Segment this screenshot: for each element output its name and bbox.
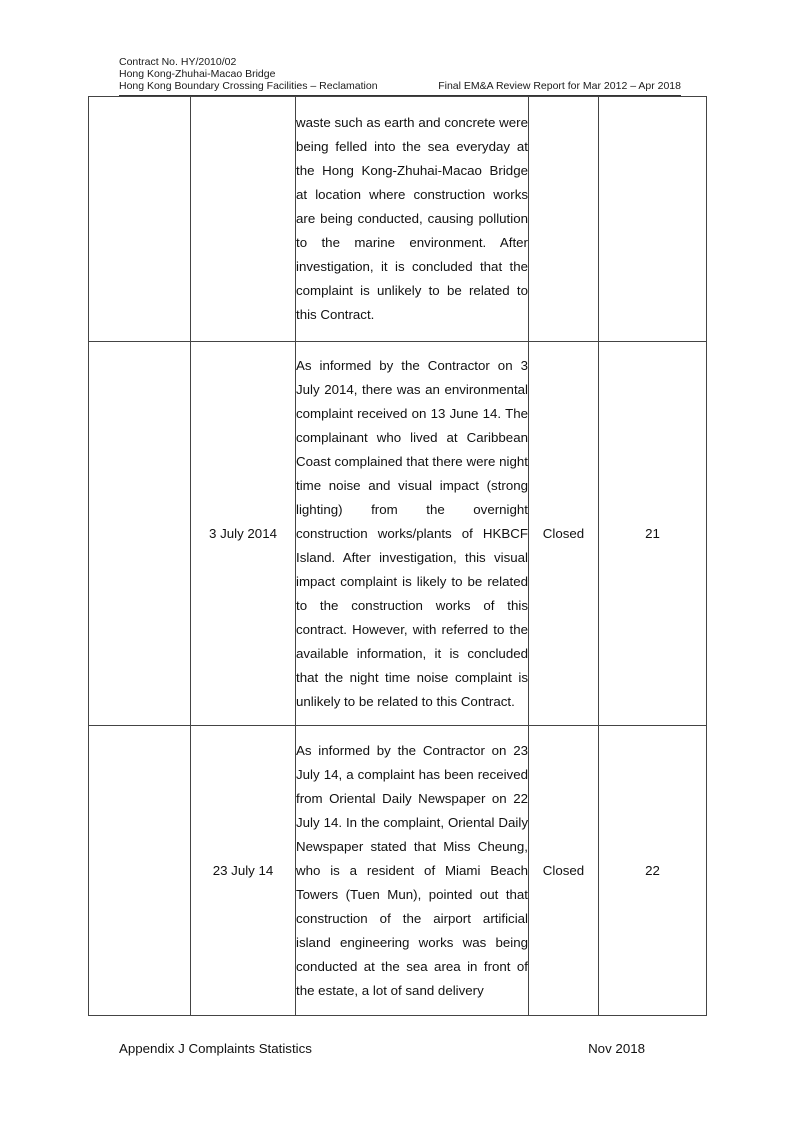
complaint-number-cell [89, 342, 191, 726]
facility-name: Hong Kong Boundary Crossing Facilities – Reclamation [119, 80, 378, 92]
table-row [89, 726, 707, 1016]
page-header [119, 56, 681, 92]
complaint-description-text: As informed by the Contractor on 23 July 14, a complaint has been received from Oriental Daily Newspaper on 22 July 14. In the complaint, Oriental Daily Newspaper stated that Miss Cheung, who is a resident of Miami Beach Towers (Tuen Mun), pointed out that construction of the airport artificial island engineering works was being conducted at the sea area in front of the estate, a lot of sand delivery [296, 742, 528, 998]
complaint-description-cell [296, 97, 529, 342]
appendix-title: Appendix J Complaints Statistics [119, 1041, 312, 1056]
complaint-number-cell [89, 97, 191, 342]
complaints-table [88, 96, 707, 1016]
complaint-ref-cell: 22 [599, 726, 707, 1016]
complaint-description-text: As informed by the Contractor on 3 July 2014, there was an environmental complaint received on 13 June 14. The complainant who lived at Caribbean Coast complained that there were night time noise and visual impact (strong lighting) from the overnight construction works/plants of HKBCF Island. After investigation, this visual impact complaint is likely to be related to the construction works of this contract. However, with referred to the available information, it is concluded that the night time noise complaint is unlikely to be related to this Contract. [296, 357, 528, 709]
project-name: Hong Kong-Zhuhai-Macao Bridge [119, 68, 276, 80]
report-title: Final EM&A Review Report for Mar 2012 – Apr 2018 [438, 80, 681, 92]
complaint-description-text: waste such as earth and concrete were being felled into the sea everyday at the Hong Kong-Zhuhai-Macao Bridge at location where construction works are being conducted, causing pollution to the marine environment. After investigation, it is concluded that the complaint is unlikely to be related to this Contract. [296, 115, 528, 322]
complaint-status-cell: Closed [529, 726, 599, 1016]
complaint-description-cell [296, 342, 529, 726]
table-row [89, 97, 707, 342]
contract-number: Contract No. HY/2010/02 [119, 56, 237, 68]
complaint-description-cell [296, 726, 529, 1016]
complaint-number-cell [89, 726, 191, 1016]
table-row [89, 342, 707, 726]
complaint-date-cell: 23 July 14 [191, 726, 296, 1016]
complaint-date-cell [191, 97, 296, 342]
header-row [119, 80, 681, 92]
complaint-status-cell: Closed [529, 342, 599, 726]
complaint-ref-cell: 21 [599, 342, 707, 726]
complaint-date-cell: 3 July 2014 [191, 342, 296, 726]
complaint-status-cell [529, 97, 599, 342]
page-footer [119, 1041, 645, 1056]
report-date: Nov 2018 [588, 1041, 645, 1056]
complaint-ref-cell [599, 97, 707, 342]
